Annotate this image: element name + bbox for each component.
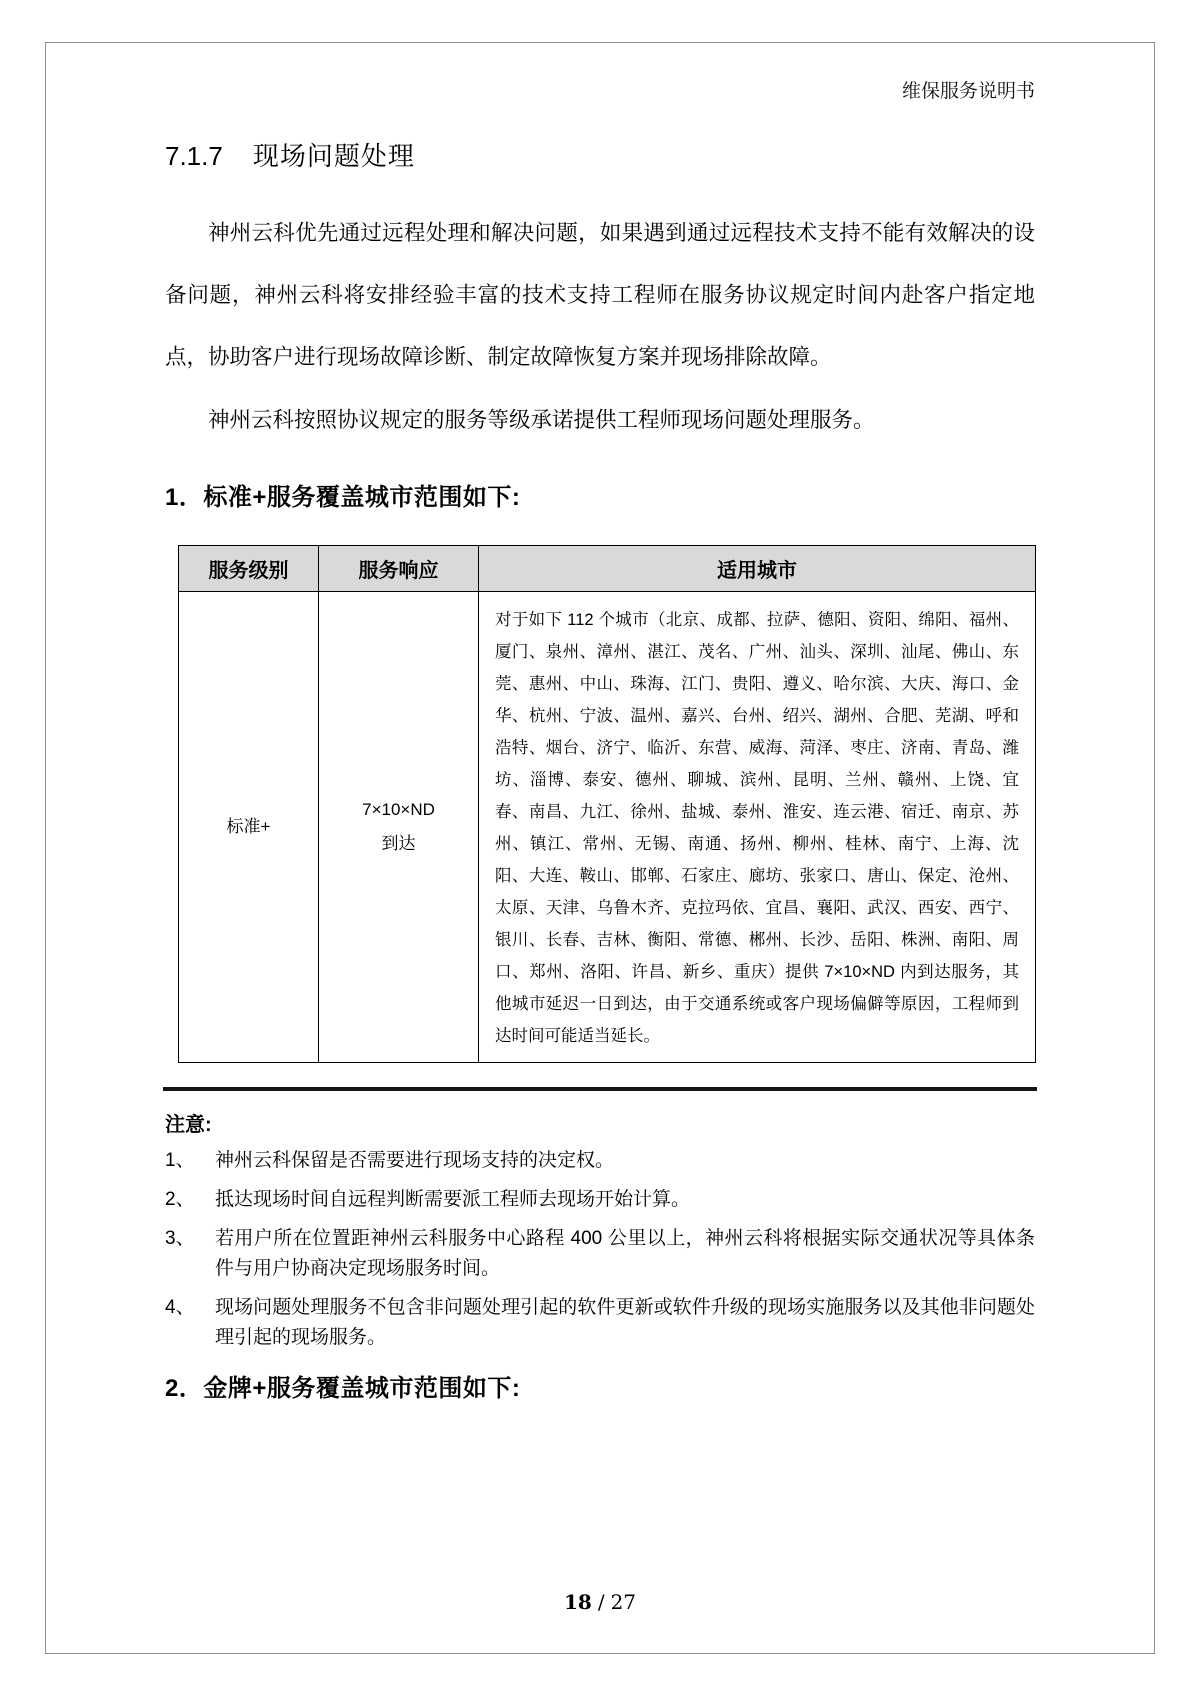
list-heading-standard: 1．标准+服务覆盖城市范围如下: — [165, 484, 521, 511]
response-line-2: 到达 — [381, 834, 416, 853]
section-heading — [165, 136, 1035, 173]
section-title: 现场问题处理 — [252, 141, 415, 171]
note-number: 2、 — [165, 1189, 195, 1210]
table-header-row — [179, 546, 1036, 592]
notes-title: 注意: — [165, 1114, 212, 1136]
note-text: 现场问题处理服务不包含非问题处理引起的软件更新或软件升级的现场实施服务以及其他非问题处理引起的现场服务。 — [215, 1297, 1035, 1348]
body-paragraph: 神州云科优先通过远程处理和解决问题，如果遇到通过远程技术支持不能有效解决的设备问题，神州云科将安排经验丰富的技术支持工程师在服务协议规定时间内赴客户指定地点，协助客户进行现场故障诊断、制定故障恢复方案并现场排除故障。 — [165, 221, 1035, 369]
note-number: 3、 — [165, 1228, 195, 1249]
response-line-1: 7×10×ND — [362, 800, 435, 819]
service-level-cell: 标准+ — [179, 592, 319, 1063]
list-heading-gold: 2．金牌+服务覆盖城市范围如下: — [165, 1375, 521, 1402]
col-header-service-level: 服务级别 — [179, 546, 319, 592]
note-item — [165, 1185, 1035, 1215]
note-item — [165, 1224, 1035, 1284]
doc-header-title: 维保服务说明书 — [901, 80, 1035, 102]
note-number: 1、 — [165, 1150, 195, 1171]
table-row — [179, 592, 1036, 1063]
note-text: 若用户所在位置距神州云科服务中心路程 400 公里以上，神州云科将根据实际交通状况等具体条件与用户协商决定现场服务时间。 — [215, 1228, 1035, 1279]
section-divider-rule — [163, 1087, 1037, 1091]
note-text: 抵达现场时间自远程判断需要派工程师去现场开始计算。 — [215, 1189, 691, 1210]
col-header-service-response: 服务响应 — [319, 546, 479, 592]
section-number: 7.1.7 — [165, 141, 223, 171]
service-coverage-table — [178, 545, 1036, 1063]
note-number: 4、 — [165, 1297, 195, 1318]
page-number-separator: / — [597, 1590, 605, 1614]
page-number-total: 27 — [610, 1590, 637, 1614]
note-item — [165, 1293, 1035, 1353]
col-header-applicable-cities: 适用城市 — [479, 546, 1036, 592]
note-item — [165, 1146, 1035, 1176]
notes-list — [165, 1146, 1035, 1362]
page-number-current: 18 — [563, 1590, 592, 1614]
note-text: 神州云科保留是否需要进行现场支持的决定权。 — [215, 1150, 615, 1171]
body-paragraph: 神州云科按照协议规定的服务等级承诺提供工程师现场问题处理服务。 — [208, 408, 875, 432]
cities-cell: 对于如下 112 个城市（北京、成都、拉萨、德阳、资阳、绵阳、福州、厦门、泉州、漳州、湛江、茂名、广州、汕头、深圳、汕尾、佛山、东莞、惠州、中山、珠海、江门、贵阳、遵义、哈尔滨、大庆、海口、金华、杭州、宁波、温州、嘉兴、台州、绍兴、湖州、合肥、芜湖、呼和浩特、烟台、济宁、临沂、东营、威海、菏泽、枣庄、济南、青岛、潍坊、淄博、泰安、德州、聊城、滨州、昆明、兰州、赣州、上饶、宜春、南昌、九江、徐州、盐城、泰州、淮安、连云港、宿迁、南京、苏州、镇江、常州、无锡、南通、扬州、柳州、桂林、南宁、上海、沈阳、大连、鞍山、邯郸、石家庄、廊坊、张家口、唐山、保定、沧州、太原、天津、乌鲁木齐、克拉玛依、宜昌、襄阳、武汉、西安、西宁、银川、长春、吉林、衡阳、常德、郴州、长沙、岳阳、株洲、南阳、周口、郑州、洛阳、许昌、新乡、重庆）提供 7×10×ND 内到达服务，其他城市延迟一日到达，由于交通系统或客户现场偏僻等原因，工程师到达时间可能适当延长。 — [479, 592, 1036, 1063]
page-footer — [165, 1590, 1035, 1614]
service-response-cell — [319, 592, 479, 1063]
